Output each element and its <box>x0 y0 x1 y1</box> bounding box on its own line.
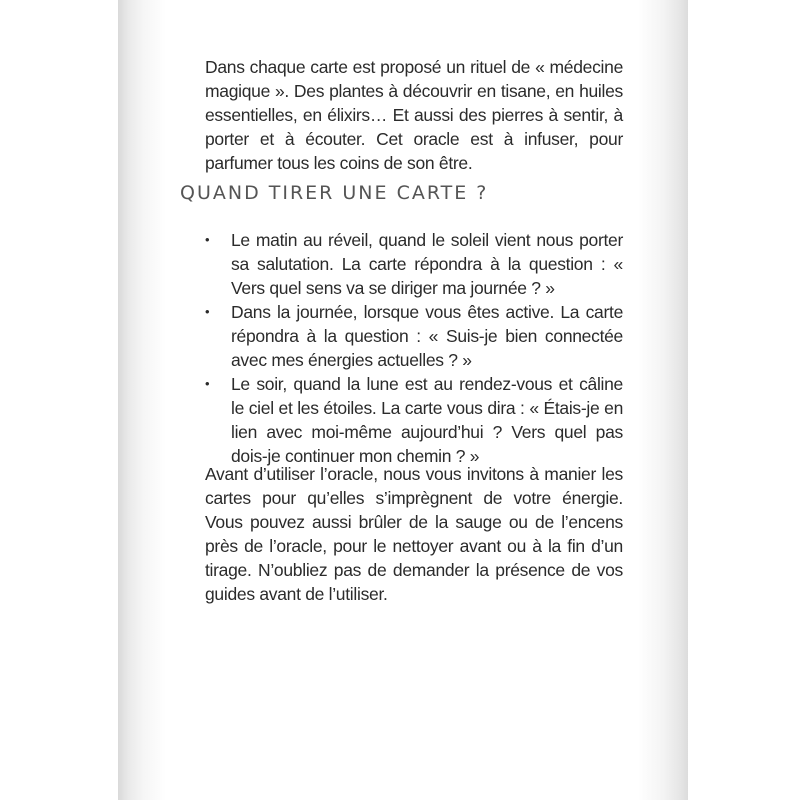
intro-paragraph <box>205 55 623 175</box>
bullet-item-morning <box>205 228 623 300</box>
section-heading: QUAND TIRER UNE CARTE ? <box>180 182 489 204</box>
bullet-icon: • <box>205 376 210 391</box>
bullet-text-evening: Le soir, quand la lune est au rendez-vous et câline le ciel et les étoiles. La carte vous dira : « Étais-je en lien avec moi-même aujourd’hui ? Vers quel pas dois-je continuer mon chemin ? » <box>231 374 623 466</box>
bullet-list <box>205 228 623 468</box>
bullet-item-day <box>205 300 623 372</box>
bullet-item-evening <box>205 372 623 468</box>
bullet-icon: • <box>205 232 210 247</box>
bullet-text-day: Dans la journée, lorsque vous êtes active. La carte répondra à la question : « Suis-je bien connectée avec mes énergies actuelles ? » <box>231 302 623 370</box>
closing-text: Avant d’utiliser l’oracle, nous vous invitons à manier les cartes pour qu’elles s’imprègnent de votre énergie. Vous pouvez aussi brûler de la sauge ou de l’encens près de l’oracle, pour le nettoyer avant ou à la fin d’un tirage. N’oubliez pas de demander la présence de vos guides avant de l’utiliser. <box>205 464 623 604</box>
bullet-icon: • <box>205 304 210 319</box>
bullet-text-morning: Le matin au réveil, quand le soleil vient nous porter sa salutation. La carte répondra à la question : « Vers quel sens va se diriger ma journée ? » <box>231 230 623 298</box>
closing-paragraph <box>205 462 623 606</box>
intro-text: Dans chaque carte est proposé un rituel de « médecine magique ». Des plantes à découvrir en tisane, en huiles essentielles, en élixirs… Et aussi des pierres à sentir, à porter et à écouter. Cet oracle est à infuser, pour parfumer tous les coins de son être. <box>205 57 623 173</box>
